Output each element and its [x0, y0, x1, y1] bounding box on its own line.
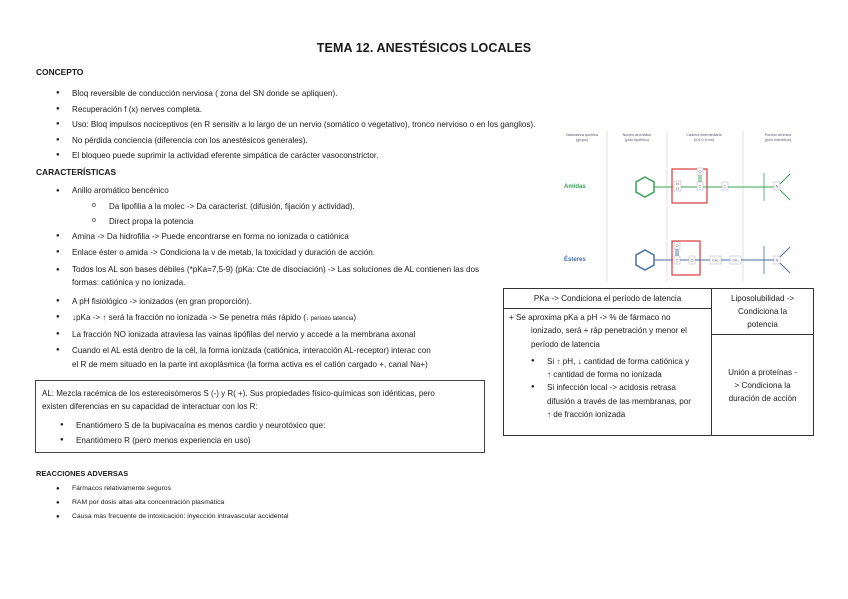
list-item: o Direct propa la potencia — [92, 214, 355, 229]
lipo-cell — [712, 289, 814, 335]
cel-line-1: Cuando el AL está dentro de la cél, la forma ionizada (catiónica, interacción AL-receptor) interac con — [72, 346, 431, 355]
list-item: ● No pérdida conciencia (diferencia con los anestésicos generales). — [56, 133, 535, 149]
bond-line — [780, 190, 790, 200]
col-header-3a: Cadena intermediaria — [686, 133, 722, 137]
racemic-box — [35, 380, 485, 453]
pka-end-text: ) — [353, 312, 357, 322]
bond-line — [780, 247, 790, 257]
list-item: o Da lipofilia a la molec -> Da caracterist. (difusión, fijación y actividad). — [92, 199, 355, 214]
atom-o: O — [690, 258, 694, 263]
list-item: ● Fármacos relativamente seguros — [56, 482, 288, 496]
union-line-2: > Condiciona la — [734, 380, 791, 390]
list-item: ● Amina -> Da hidrofilia -> Puede encontrarse en forma no ionizada o catiónica — [56, 229, 375, 245]
union-line-3: duración de acción — [728, 393, 797, 403]
pka-detail-cell — [504, 309, 712, 436]
pka-text: ↓pKa -> ↑ será la fracción no ionizada -> Se penetra más rápido ( — [72, 312, 306, 322]
bases-line-1: Todos los AL son bases débiles (*pKa=7,5-9) (pKa: Cte de disociación) -> Las soluciones de AL contienen las dos — [72, 265, 480, 274]
atom-o: O — [698, 170, 702, 174]
union-line-1: Unión a proteínas - — [728, 367, 797, 377]
list-item: ● Anillo aromático bencénico — [56, 185, 169, 197]
racemic-line-2: existen diferencias en su capacidad de interactuar con los R: — [42, 402, 258, 411]
adversas-list — [56, 482, 288, 524]
list-item — [531, 355, 707, 382]
section-heading-adversas: REACCIONES ADVERSAS — [36, 469, 129, 478]
pka-small-text: ↓ período latencia — [305, 315, 354, 322]
list-item: ● Bloq reversible de conducción nerviosa ( zona del SN donde se apliquen). — [56, 86, 535, 102]
atom-c: C — [723, 184, 727, 189]
pka-line-3: período de latencia — [531, 339, 600, 349]
cel-line-2: el R de mem situado en la parte int axoplásmica (la forma activa es el catión cargado +, canal Na+) — [72, 359, 428, 369]
pka-sub2-b: difusión a través de las membranas, por — [547, 396, 691, 406]
atom-n: N — [775, 184, 779, 189]
list-item: ● El bloqueo puede suprimir la actividad eferente simpática de carácter vasoconstrictor. — [56, 148, 535, 164]
atom-n: N — [775, 258, 779, 263]
col-header-3b: (0.6-0.9 nm) — [693, 138, 715, 142]
list-item: ● Enlace éster o amida -> Condiciona la v de metab, la toxicidad y duración de acción. — [56, 245, 375, 261]
atom-ch2: CH₂ — [732, 258, 739, 263]
caracteristicas-list-3 — [56, 264, 479, 289]
col-header-1a: Naturaleza química — [566, 133, 598, 137]
pka-header: PKa -> Condiciona el período de latencia — [504, 289, 712, 309]
racemic-line-1: AL: Mezcla racémica de los estereoisómeros S (-) y R( +). Sus propiedades físico-químicas son idénticas, pero — [42, 389, 435, 398]
bases-line-2: formas: catiónica y no ionizada. — [72, 277, 186, 287]
page-title: TEMA 12. ANESTÉSICOS LOCALES — [316, 41, 532, 55]
col-header-1b: (grupo) — [576, 138, 588, 142]
union-cell — [712, 335, 814, 436]
section-heading-caracteristicas: CARACTERÍSTICAS — [36, 167, 117, 177]
anillo-sublist — [92, 199, 355, 229]
caracteristicas-list-2 — [56, 229, 375, 260]
caracteristicas-list-5 — [56, 344, 431, 371]
benzene-ring-icon — [636, 177, 654, 197]
pka-sub1-b: ↑ cantidad de forma no ionizada — [547, 370, 662, 380]
pka-sub1-a: Si ↑ pH, ↓ cantidad de forma catiónica y — [547, 356, 690, 366]
atom-n: N — [676, 182, 679, 186]
col-header-2b: (polo lipofílico) — [625, 138, 649, 142]
atom-ch2: CH₂ — [712, 258, 719, 263]
racemic-text — [42, 387, 435, 413]
chemical-structure-figure — [560, 131, 813, 281]
list-item: ● A pH fisiológico -> ionizados (en gran proporción). — [56, 294, 415, 310]
row-label-amidas: Amidas — [564, 184, 586, 190]
bond-line — [780, 263, 790, 273]
pka-sub2-c: ↑ de fracción ionizada — [547, 410, 626, 420]
list-item: ● RAM por dosis altas alta concentración plasmática — [56, 496, 288, 510]
atom-h: H — [676, 187, 679, 191]
lipo-line-1: Liposolubilidad -> — [730, 294, 795, 303]
list-item — [531, 381, 707, 421]
pka-sublist — [531, 355, 707, 421]
list-item — [56, 310, 415, 328]
atom-c: C — [698, 184, 702, 189]
atom-c: C — [675, 258, 679, 263]
benzene-ring-icon — [636, 250, 654, 270]
lipo-line-3: potencia — [747, 320, 778, 329]
list-item: ● Enantiómero S de la bupivacaína es menos cardio y neurotóxico que: — [60, 418, 325, 433]
list-item: ● Uso: Bloq impulsos nociceptivos (en R sensitiv a lo largo de un nervio (somático o vegetativo), tronco nervioso o en los ganglios). — [56, 117, 535, 133]
row-label-esteres: Ésteres — [564, 257, 586, 263]
col-header-4b: (polo hidrofílico) — [764, 138, 792, 142]
list-item: ● La fracción NO ionizada atraviesa las vainas lipófilas del nervio y accede a la membrana axonal — [56, 327, 415, 343]
pka-table — [503, 288, 814, 436]
concepto-list — [56, 86, 535, 164]
list-item: ● Enantiómero R (pero menos experiencia en uso) — [60, 433, 325, 448]
list-item: ● Recuperación f (x) nerves completa. — [56, 102, 535, 118]
list-item — [56, 344, 431, 371]
chem-svg — [560, 131, 813, 281]
enantiomer-list — [60, 418, 325, 448]
caracteristicas-list-4 — [56, 294, 415, 343]
section-heading-concepto: CONCEPTO — [36, 67, 84, 77]
col-header-2a: Núcleo aromático — [622, 133, 652, 137]
bond-line — [780, 174, 790, 184]
pka-sub2-a: Si infección local -> acidosis retrasa — [547, 383, 676, 393]
col-header-4a: Porción amínica — [764, 133, 792, 137]
atom-o: O — [675, 244, 679, 248]
list-item — [56, 264, 479, 289]
list-item: ● Causa más frecuente de intoxicación: inyección intravascular accidental — [56, 510, 288, 524]
lipo-line-2: Condiciona la — [738, 307, 788, 316]
pka-line-1: + Se aproxima pKa a pH -> % de fármaco no — [509, 313, 671, 322]
pka-line-2: ionizado, será + ráp penetración y menor el — [531, 326, 687, 336]
caracteristicas-list-1 — [56, 185, 169, 197]
